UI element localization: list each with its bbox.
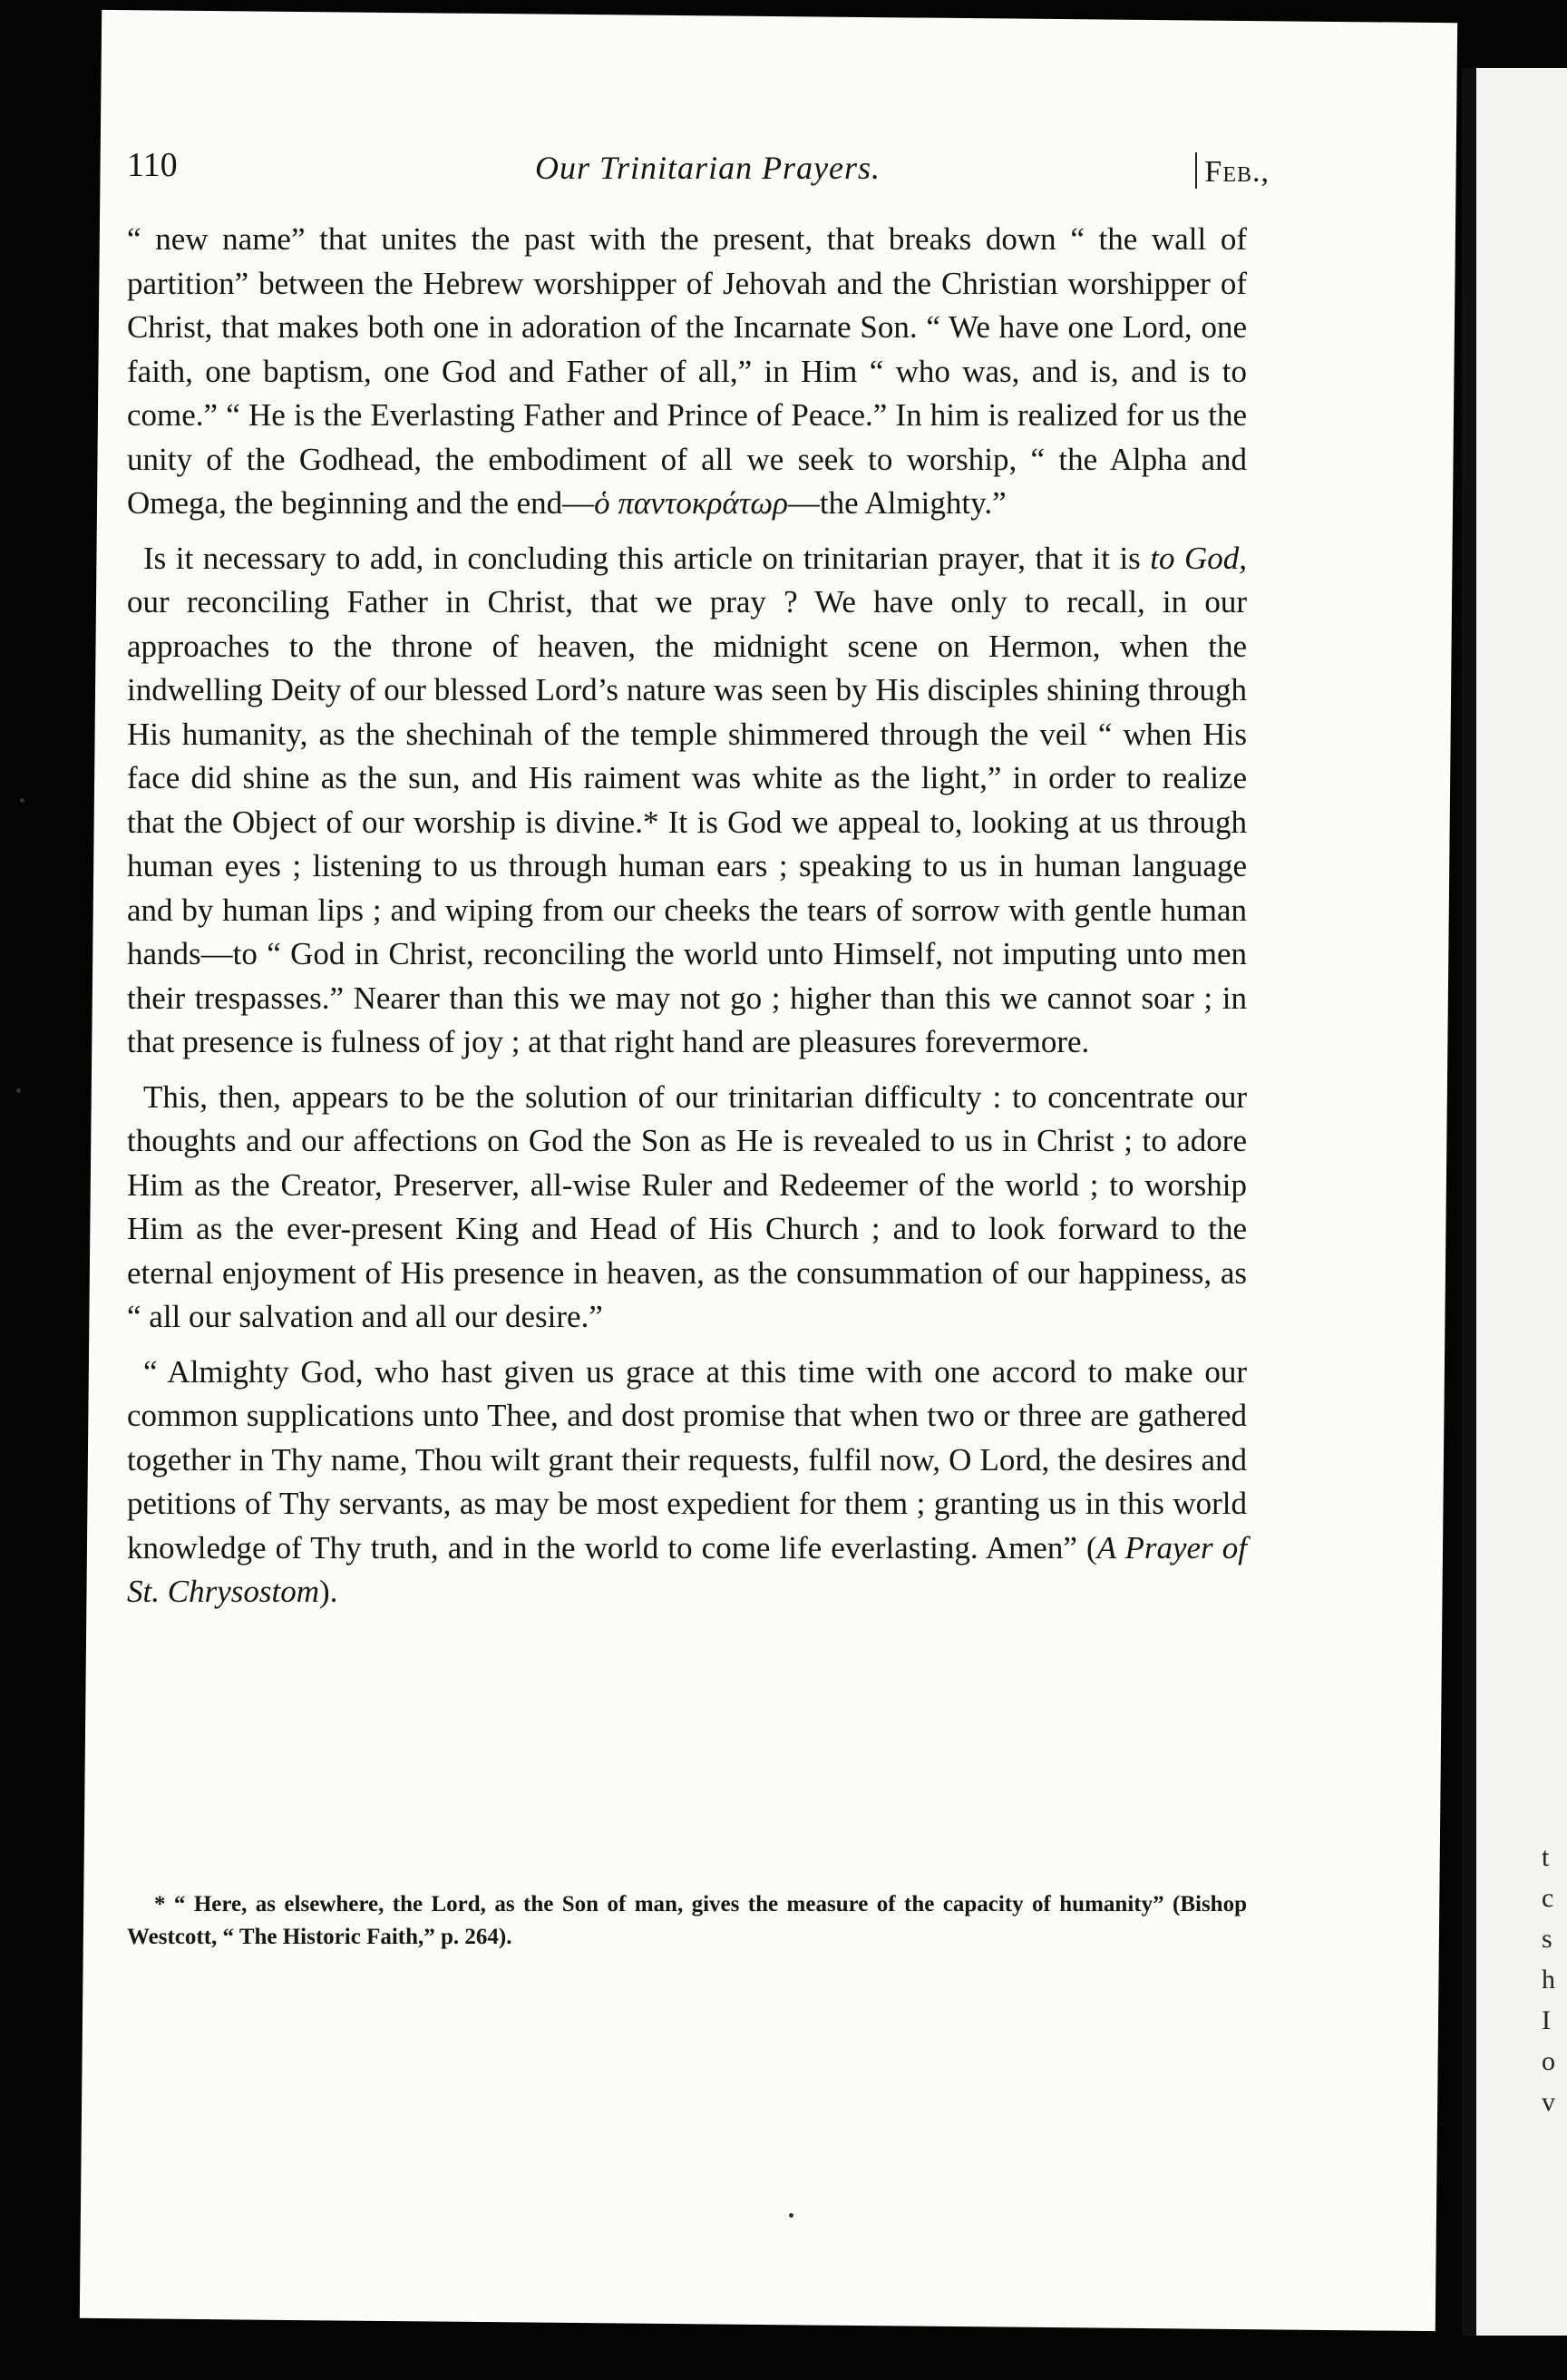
margin-letter: I	[1542, 2005, 1551, 2035]
scan-speck	[789, 2213, 793, 2218]
facing-page-margin-text	[1542, 1837, 1555, 2122]
margin-letter: t	[1542, 1842, 1550, 1872]
margin-letter: v	[1542, 2087, 1555, 2117]
page-number: 110	[127, 146, 178, 184]
article-body	[127, 218, 1247, 1625]
paragraph-4	[127, 1351, 1247, 1614]
paragraph-2	[127, 537, 1247, 1065]
paragraph-1	[127, 218, 1247, 526]
paragraph-lead: Is it necessary to add, in concluding this article on trinitarian prayer, that it is	[143, 540, 1151, 576]
paragraph-text: “ new name” that unites the past with the present, that breaks down “ the wall of partition” between the Hebrew worshipper of Jehovah and the Christian worshipper of Christ, that makes both one in adoration of the Incarnate Son. “ We have one Lord, one faith, one baptism, one God and Father of all,” in Him “ who was, and is, and is to come.” “ He is the Everlasting Father and Prince of Peace.” In him is realized for us the unity of the Godhead, the embodiment of all we seek to worship, “ the Alpha and Omega, the beginning and the end—	[127, 221, 1247, 521]
running-date: Feb.,	[1195, 152, 1270, 190]
paragraph-text: This, then, appears to be the solution of our trinitarian difficulty : to concentrate our thoughts and our affections on God the Son as He is revealed to us in Christ ; to adore Him as the Creator, Preserver, all-wise Ruler and Redeemer of the world ; to worship Him as the ever-present King and Head of His Church ; and to look forward to the eternal enjoyment of His presence in heaven, as the consummation of our happiness, as “ all our salvation and all our desire.”	[127, 1078, 1247, 1334]
scan-speck	[20, 798, 24, 803]
margin-letter: h	[1542, 1965, 1555, 1995]
greek-phrase: ὁ παντοκράτωρ	[594, 485, 788, 521]
footnote: * “ Here, as elsewhere, the Lord, as the Son of man, gives the measure of the capacity of humanity” (Bishop Westcott, “ The Historic Faith,” p. 264).	[127, 1892, 1247, 1949]
paragraph-text: “ Almighty God, who hast given us grace at this time with one accord to make our common supplications unto Thee, and dost promise that when two or three are gathered together in Thy name, Thou wilt grant their requests, fulfil now, O Lord, the desires and petitions of Thy servants, as may be most expedient for them ; granting us in this world knowledge of Thy truth, and in the world to come life everlasting. Amen” (	[127, 1353, 1247, 1566]
paragraph-tail: ).	[318, 1574, 338, 1609]
italic-citation: A Prayer of St. Chrysostom	[127, 1529, 1247, 1609]
paragraph-text: our reconciling Father in Christ, that we pray ? We have only to recall, in our approaches to the throne of heaven, the midnight scene on Hermon, when the indwelling Deity of our blessed Lord’s nature was seen by His disciples shining through His humanity, as the shechinah of the temple shimmered through the veil “ when His face did shine as the sun, and His raiment was white as the light,” in order to realize that the Object of our worship is divine.* It is God we appeal to, looking at us through human eyes ; listening to us through human ears ; speaking to us in human language and by human lips ; and wiping from our cheeks the tears of sorrow with gentle human hands—to “ God in Christ, reconciling the world unto Himself, not imputing unto men their trespasses.” Nearer than this we may not go ; higher than this we cannot soar ; in that presence is fulness of joy ; at that right hand are pleasures forevermore.	[127, 584, 1247, 1059]
scan-speck	[16, 1088, 21, 1093]
margin-letter: s	[1542, 1924, 1552, 1954]
italic-phrase: to God,	[1150, 540, 1248, 576]
page-gutter	[1462, 68, 1476, 2336]
running-title: Our Trinitarian Prayers.	[535, 150, 881, 186]
margin-letter: c	[1542, 1883, 1554, 1913]
paragraph-3	[127, 1076, 1247, 1340]
page-header	[127, 145, 1270, 200]
paragraph-tail: —the Almighty.”	[787, 485, 1007, 521]
margin-letter: o	[1542, 2046, 1555, 2076]
